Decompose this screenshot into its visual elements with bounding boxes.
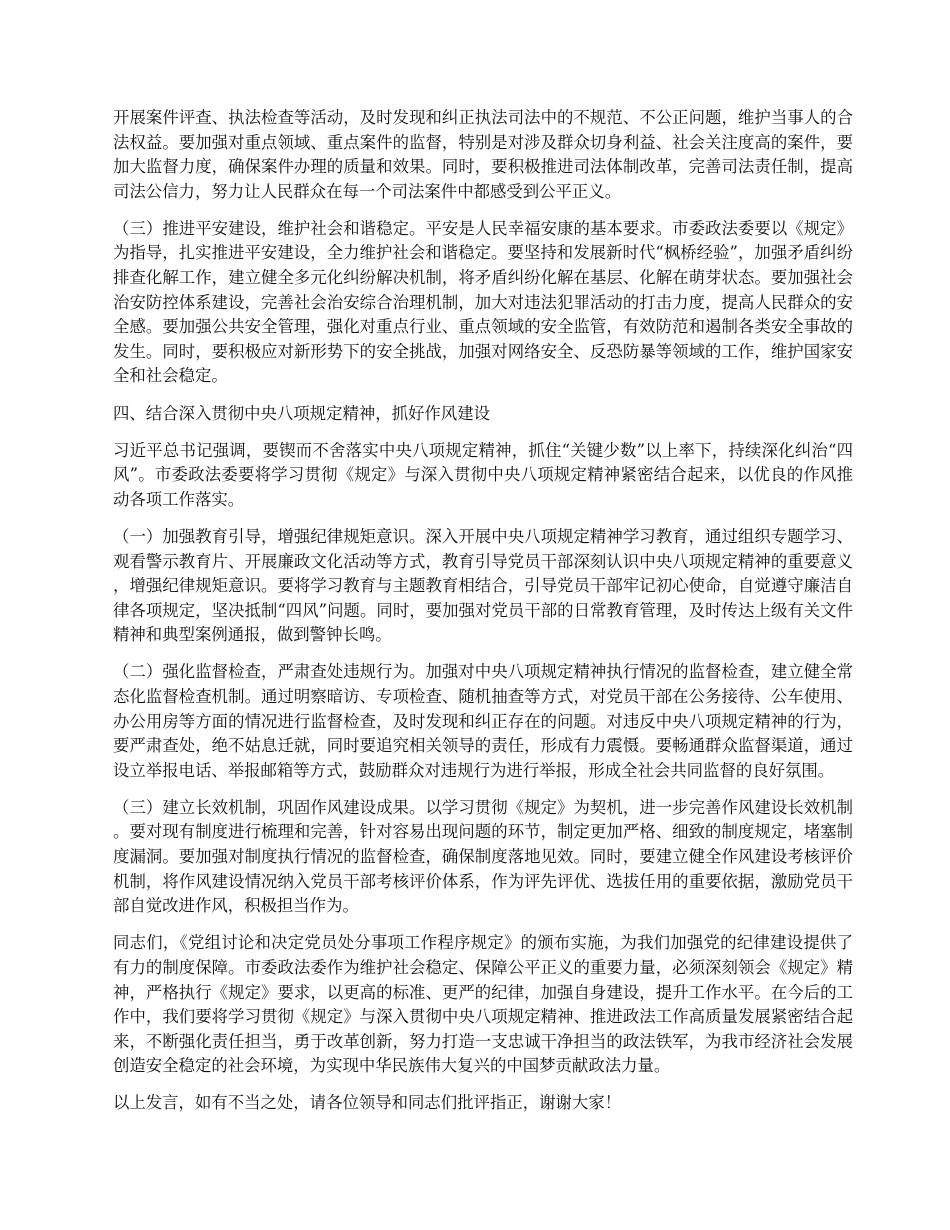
paragraph-long-term-mechanism: （三）建立长效机制，巩固作风建设成果。以学习贯彻《规定》为契机，进一步完善作风建设长效机制。要对现有制度进行梳理和完善，针对容易出现问题的环节，制定更加严格、细致的制度规定，堵塞制度漏洞。要加强对制度执行情况的监督检查，确保制度落地见效。同时，要建立健全作风建设考核评价机制，将作风建设情况纳入党员干部考核评价体系，作为评先评优、选拔任用的重要依据，激励党员干部自觉改进作风，积极担当作为。 — [113, 797, 853, 916]
paragraph-closing-remarks: 以上发言，如有不当之处，请各位领导和同志们批评指正，谢谢大家！ — [113, 1093, 622, 1113]
paragraph-conclusion: 同志们，《党组讨论和决定党员处分事项工作程序规定》的颁布实施，为我们加强党的纪律建设提供了有力的制度保障。市委政法委作为维护社会稳定、保障公平正义的重要力量，必须深刻领会《规定》精神，严格执行《规定》要求，以更高的标准、更严的纪律，加强自身建设，提升工作水平。在今后的工作中，我们要将学习贯彻《规定》与深入贯彻中央八项规定精神、推进政法工作高质量发展紧密结合起来，不断强化责任担当，勇于改革创新，努力打造一支忠诚干净担当的政法铁军，为我市经济社会发展创造安全稳定的社会环境，为实现中华民族伟大复兴的中国梦贡献政法力量。 — [113, 933, 853, 1076]
paragraph-judicial-supervision: 开展案件评查、执法检查等活动，及时发现和纠正执法司法中的不规范、不公正问题，维护当事人的合法权益。要加强对重点领域、重点案件的监督，特别是对涉及群众切身利益、社会关注度高的案件，要加大监督力度，确保案件办理的质量和效果。同时，要积极推进司法体制改革，完善司法责任制，提高司法公信力，努力让人民群众在每一个司法案件中都感受到公平正义。 — [113, 108, 853, 201]
paragraph-safety-construction: （三）推进平安建设，维护社会和谐稳定。平安是人民幸福安康的基本要求。市委政法委要以《规定》为指导，扎实推进平安建设，全力维护社会和谐稳定。要坚持和发展新时代“枫桥经验”，加强矛盾纠纷排查化解工作，建立健全多元化纠纷解决机制，将矛盾纠纷化解在基层、化解在萌芽状态。要加强社会治安防控体系建设，完善社会治安综合治理机制，加大对违法犯罪活动的打击力度，提高人民群众的安全感。要加强公共安全管理，强化对重点行业、重点领域的安全监管，有效防范和遏制各类安全事故的发生。同时，要积极应对新形势下的安全挑战，加强对网络安全、反恐防暴等领域的工作，维护国家安全和社会稳定。 — [113, 218, 853, 386]
document-body — [113, 106, 853, 1128]
section-heading-four: 四、结合深入贯彻中央八项规定精神，抓好作风建设 — [113, 403, 490, 423]
paragraph-education-guidance: （一）加强教育引导，增强纪律规矩意识。深入开展中央八项规定精神学习教育，通过组织专题学习、观看警示教育片、开展廉政文化活动等方式，教育引导党员干部深刻认识中央八项规定精神的重要意义，增强纪律规矩意识。要将学习教育与主题教育相结合，引导党员干部牢记初心使命，自觉遵守廉洁自律各项规定，坚决抵制“四风”问题。同时，要加强对党员干部的日常教育管理，及时传达上级有关文件精神和典型案例通报，做到警钟长鸣。 — [113, 526, 853, 645]
paragraph-section-four-intro: 习近平总书记强调，要锲而不舍落实中央八项规定精神，抓住“关键少数”以上率下，持续深化纠治“四风”。市委政法委要将学习贯彻《规定》与深入贯彻中央八项规定精神紧密结合起来，以优良的作风推动各项工作落实。 — [113, 440, 853, 509]
paragraph-supervision-inspection: （二）强化监督检查，严肃查处违规行为。加强对中央八项规定精神执行情况的监督检查，建立健全常态化监督检查机制。通过明察暗访、专项检查、随机抽查等方式，对党员干部在公务接待、公车使用、办公用房等方面的情况进行监督检查，及时发现和纠正存在的问题。对违反中央八项规定精神的行为，要严肃查处，绝不姑息迁就，同时要追究相关领导的责任，形成有力震慑。要畅通群众监督渠道，通过设立举报电话、举报邮箱等方式，鼓励群众对违规行为进行举报，形成全社会共同监督的良好氛围。 — [113, 662, 853, 780]
